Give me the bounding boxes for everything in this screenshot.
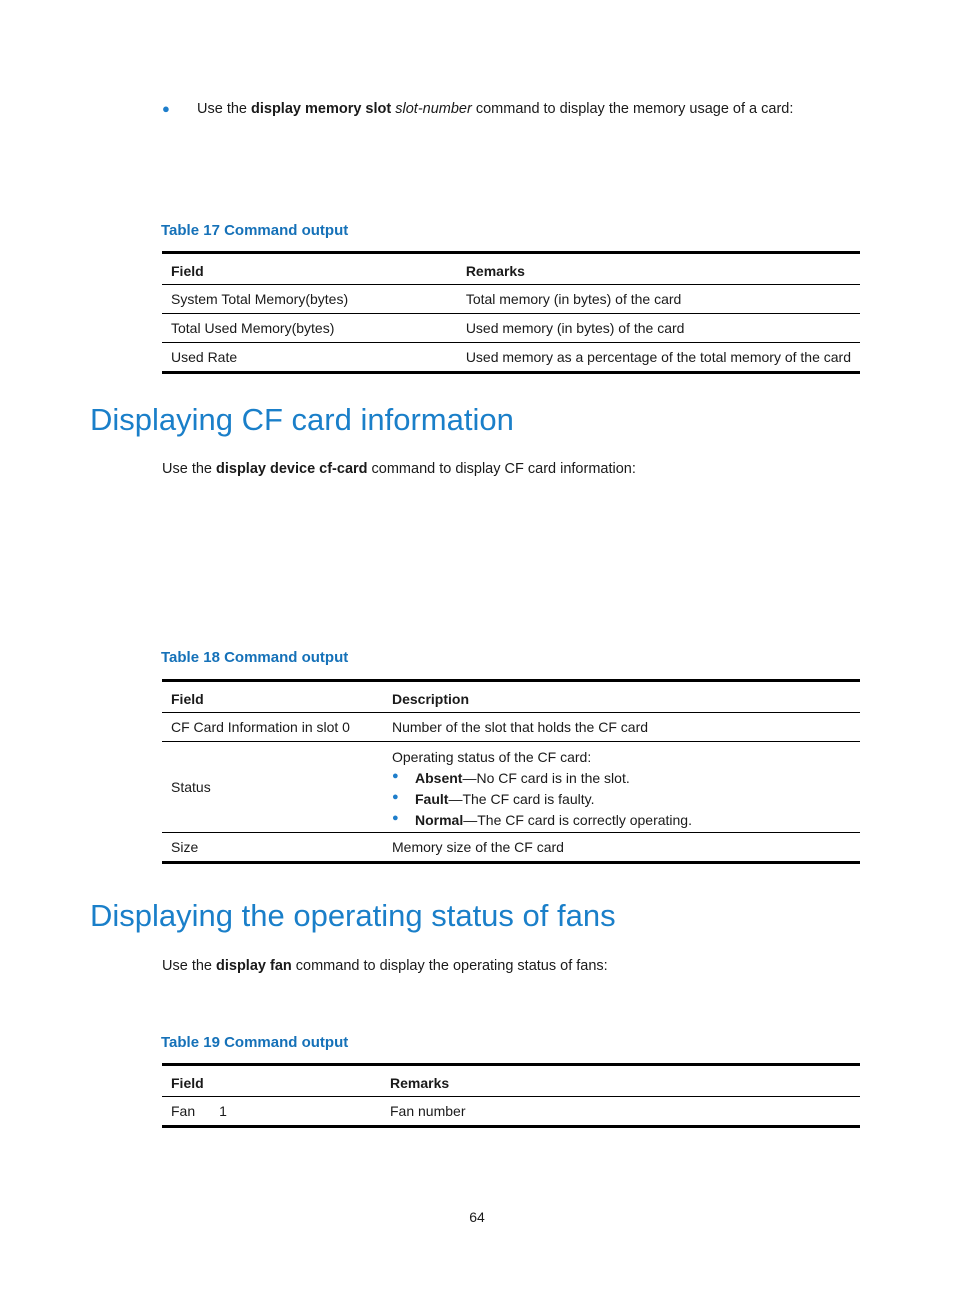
table-row <box>162 343 860 373</box>
table-17-caption: Table 17 Command output <box>161 222 349 239</box>
table-18 <box>162 679 860 864</box>
table-cell: Fan 1 <box>162 1097 381 1127</box>
status-intro: Operating status of the CF card: <box>392 749 592 765</box>
section-heading-cf-card: Displaying CF card information <box>90 402 514 437</box>
table-19-caption: Table 19 Command output <box>161 1034 349 1051</box>
table-cell-status-description <box>383 742 860 833</box>
table-cell: Memory size of the CF card <box>383 833 860 863</box>
table-header-remarks: Remarks <box>457 253 860 285</box>
table-row <box>162 742 860 833</box>
table-cell: Used memory as a percentage of the total memory of the card <box>457 343 860 373</box>
list-item: ● Fault—The CF card is faulty. <box>392 791 851 807</box>
table-header-remarks: Remarks <box>381 1065 860 1097</box>
table-cell: Total Used Memory(bytes) <box>162 314 457 343</box>
table-19 <box>162 1063 860 1128</box>
section-heading-fans: Displaying the operating status of fans <box>90 898 616 933</box>
fans-paragraph: Use the display fan command to display the operating status of fans: <box>162 958 608 974</box>
intro-bullet-text: Use the display memory slot slot-number command to display the memory usage of a card: <box>197 101 794 117</box>
intro-bullet <box>162 101 794 117</box>
table-row <box>162 1097 860 1127</box>
table-header-description: Description <box>383 681 860 713</box>
table-cell: System Total Memory(bytes) <box>162 285 457 314</box>
table-row <box>162 713 860 742</box>
table-cell: Size <box>162 833 383 863</box>
table-row <box>162 314 860 343</box>
table-cell: Fan number <box>381 1097 860 1127</box>
table-cell: Used Rate <box>162 343 457 373</box>
status-list <box>392 770 851 828</box>
bullet-icon: ● <box>162 101 170 116</box>
cf-card-paragraph: Use the display device cf-card command to display CF card information: <box>162 461 636 477</box>
list-item: ● Absent—No CF card is in the slot. <box>392 770 851 786</box>
list-item: ● Normal—The CF card is correctly operating. <box>392 812 851 828</box>
table-header-field: Field <box>162 253 457 285</box>
table-cell: Used memory (in bytes) of the card <box>457 314 860 343</box>
table-17 <box>162 251 860 374</box>
table-row <box>162 285 860 314</box>
table-18-caption: Table 18 Command output <box>161 649 349 666</box>
table-cell: Number of the slot that holds the CF card <box>383 713 860 742</box>
table-header-field: Field <box>162 681 383 713</box>
table-row <box>162 833 860 863</box>
table-header-field: Field <box>162 1065 381 1097</box>
table-cell: CF Card Information in slot 0 <box>162 713 383 742</box>
page-number: 64 <box>469 1209 485 1225</box>
table-cell: Status <box>162 742 383 833</box>
table-cell: Total memory (in bytes) of the card <box>457 285 860 314</box>
